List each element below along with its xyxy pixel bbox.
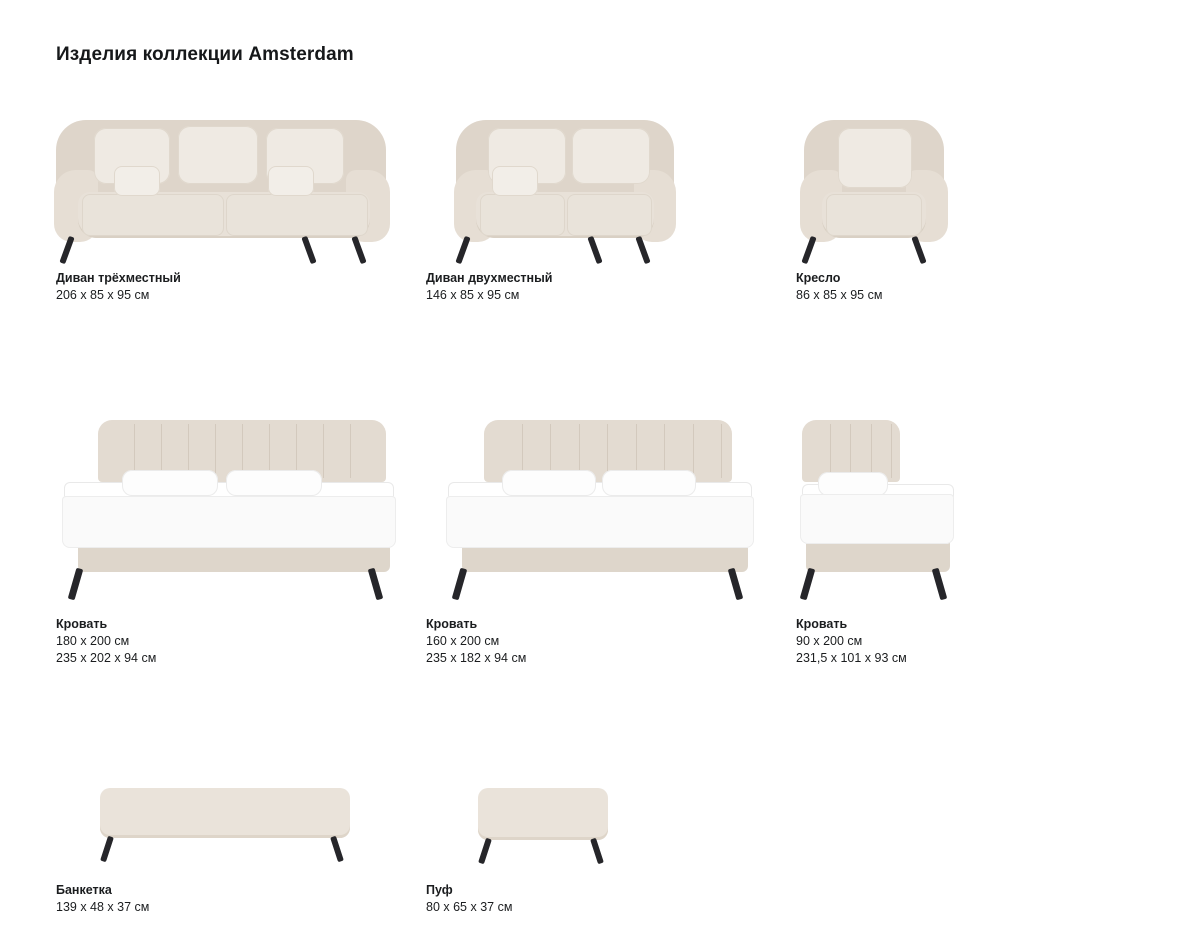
product-card-sofa-3seat[interactable] — [56, 112, 404, 352]
product-name: Кровать — [56, 617, 108, 631]
bed-image — [796, 408, 1144, 608]
product-caption — [426, 270, 774, 304]
product-card-bench[interactable] — [56, 774, 404, 934]
three-seat-sofa-image — [56, 112, 404, 262]
product-card-bed-180[interactable] — [56, 408, 404, 708]
product-caption — [56, 882, 404, 916]
product-row-2 — [56, 408, 1144, 708]
product-card-sofa-2seat[interactable] — [426, 112, 774, 352]
product-dimension-overall: 231,5 x 101 x 93 см — [796, 651, 907, 665]
product-card-bed-160[interactable] — [426, 408, 774, 708]
product-dimension: 90 x 200 см — [796, 634, 863, 648]
product-name: Диван трёхместный — [56, 271, 181, 285]
product-dimension: 80 x 65 x 37 см — [426, 900, 513, 914]
product-dimension-overall: 235 x 182 x 94 см — [426, 651, 527, 665]
product-card-bed-90[interactable] — [796, 408, 1144, 708]
armchair-image — [796, 112, 1144, 262]
product-row-1 — [56, 112, 1144, 352]
product-name: Пуф — [426, 883, 453, 897]
product-grid — [56, 112, 1144, 934]
product-dimension: 160 x 200 см — [426, 634, 500, 648]
product-dimension: 86 x 85 x 95 см — [796, 288, 883, 302]
product-caption — [426, 616, 774, 667]
product-caption — [796, 616, 1144, 667]
page-title: Изделия коллекции Amsterdam — [56, 44, 354, 65]
product-card-armchair[interactable] — [796, 112, 1144, 352]
bench-image — [56, 774, 404, 874]
product-dimension-overall: 235 x 202 x 94 см — [56, 651, 157, 665]
product-name: Кровать — [426, 617, 478, 631]
product-dimension: 146 x 85 x 95 см — [426, 288, 520, 302]
bed-image — [426, 408, 774, 608]
product-caption — [56, 616, 404, 667]
product-name: Банкетка — [56, 883, 112, 897]
product-caption — [56, 270, 404, 304]
bed-image — [56, 408, 404, 608]
product-row-3 — [56, 774, 1144, 934]
product-card-empty — [796, 774, 1144, 934]
product-name: Кровать — [796, 617, 848, 631]
product-dimension: 139 x 48 x 37 см — [56, 900, 150, 914]
product-caption — [426, 882, 774, 916]
product-dimension: 206 x 85 x 95 см — [56, 288, 150, 302]
product-caption — [796, 270, 1144, 304]
two-seat-sofa-image — [426, 112, 774, 262]
product-card-pouf[interactable] — [426, 774, 774, 934]
product-name: Диван двухместный — [426, 271, 553, 285]
pouf-image — [426, 774, 774, 874]
product-name: Кресло — [796, 271, 841, 285]
product-dimension: 180 x 200 см — [56, 634, 130, 648]
